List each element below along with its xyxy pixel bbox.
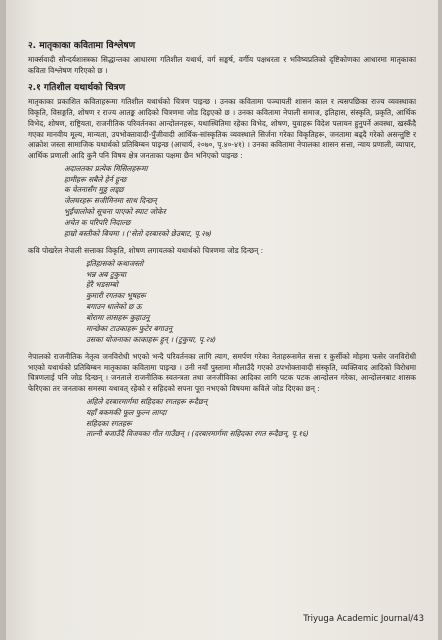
paragraph-1: मातृकाका प्रकाशित कविताहरूमा गतिशील यथार्थको चित्रण पाइन्छ । उनका कवितामा पञ्चायती शासन काल र त्यसपछिका राज्य व्यवस्थाका विकृति, विसङ्गति, शोषण र राज्य आतङ्क आदिको चित्रणमा जोड दिइएको छ । उनका कवितामा नेपाली समाज, इतिहास, संस्कृति, प्रकृति, आर्थिक विभेद, शोषण, राष्ट्रियता, राजनीतिक परिवर्तनका आन्दोलनहरू, यथास्थितिमा रहेका विभेद, शोषण, युवाहरू विदेश पलायन हुनुपर्ने अवस्था, खस्कँदै गएका मानवीय मूल्य, मान्यता, उपभोक्तावादी-पुँजीवादी आर्थिक-सांस्कृतिक व्यवस्थाले सिर्जना गरेका विकृतिहरू, जनतामा बढ्दै गरेको असन्तुष्टि र आक्रोश जस्ता सामाजिक यथार्थको प्रतिबिम्बन पाइन्छ (आचार्य, २०७०, पृ.४०-४१) । उनका कवितामा नेपालका शासन सत्ता, न्याय प्रणाली, व्यापार, आर्थिक प्रणाली आदि कुनै पनि विषय क्षेत्र जनताका पक्षमा छैन भनिएको पाइन्छ :	[28, 97, 416, 160]
verse-line: अचेत क परिपरि निदाल्छ	[64, 218, 131, 228]
verse-line: भुईंचालोको सूचना पाएको स्याट जोकेर	[64, 207, 166, 217]
subsection-heading: २.१ गतिशील यथार्थको चित्रण	[28, 83, 126, 94]
verse-line: अदालतका प्रत्येक मिसिलहरूमा	[64, 163, 148, 173]
verse-line: बोरामा लासहरू कुहाउनू	[86, 313, 150, 323]
verse-line: यहाँ बकमकी फूल फुल्न लाग्दा	[86, 407, 167, 417]
verse-line: ताल्नी बजाउँदै विजयका गीत गाउँछन् । (दरबारमार्गमा सहिदका रगत रूदैछन्, पृ.१६)	[86, 429, 309, 439]
verse-line: जेलघरहरू सजीमिनमा साथ दिन्छन्	[64, 196, 157, 206]
verse-block-2	[86, 259, 416, 346]
verse-line: क चेतनासँग मुठ्ठ लड्छ	[64, 185, 124, 195]
journal-page	[6, 0, 438, 640]
verse-block-1	[64, 164, 416, 240]
verse-line: कुमारी रगतका भूषहरू	[86, 291, 146, 301]
verse-line: सहिदका रगतहरू	[86, 418, 132, 428]
journal-footer: Triyuga Academic Journal/43	[303, 614, 424, 624]
verse-line: बगाउन धालेको छ ऊ	[86, 302, 142, 312]
paragraph-2: कवि पोखरेल नेपाली सत्ताका विकृति, शोषण लगायतको यथार्थको चित्रणमा जोड दिन्छन् :	[28, 245, 264, 255]
verse-line: इतिहासको कथाजस्तो	[86, 258, 144, 268]
page-body	[28, 40, 416, 440]
verse-line: उसका योजनाका काकाहरू हुन् । (टुकुचा, पृ.२४)	[86, 335, 217, 345]
verse-line: हेरै भडसम्बो	[86, 280, 118, 290]
verse-line: मान्छेका टाउकाहरू फुटेर बगाउनू	[86, 324, 173, 334]
verse-line: भन्न अब टुकुचा	[86, 269, 126, 279]
intro-paragraph: मार्क्सवादी सौन्दर्यशास्त्रका सिद्धान्तका आधारमा गतिशील यथार्थ, वर्ग सङ्घर्ष, वर्गीय पक्षधरता र भविष्यप्रतिको दृष्टिकोणका आधारमा मातृकाका कविता विश्लेषण गरिएको छ ।	[28, 55, 416, 75]
verse-block-3	[86, 397, 416, 441]
section-heading: २. मातृकाका कवितामा विश्लेषण	[28, 41, 136, 51]
verse-line: अहिले दरबारमार्गमा सहिदका रगतहरू रूदैछन्	[86, 396, 208, 406]
verse-line: हाम्रो बस्तीको बिचमा । ('सेतो दरबारको छेउबाट, पृ.२७)	[64, 229, 212, 239]
paragraph-3: नेपालको राजनीतिक नेतृत्व जनविरोधी भएको भन्दै परिवर्तनका लागि त्याग, समर्पण गरेका नेताहरूसमेत सत्ता र कुर्सीको मोहमा फसेर जनविरोधी भएको यथार्थको प्रतिबिम्बन मातृकाका कवितामा पाइन्छ । उनी नयाँ पुस्तामा मौलाउँदै गएको उपभोक्तावादी संस्कृति, व्यक्तिवाद आदिको विरोधमा चित्रणलाई पनि जोड दिन्छन् । जनताले राजनीतिक स्वतन्त्रता तथा जनजीविका आदिका लागि पटक पटक आन्दोलन गरेका, आन्दोलनबाट शासक फेरिएका तर जनताका समस्या यथावत् रहेको र सहिदको सपना पूरा नभएको विषयमा कविले जोड दिएका छन् :	[28, 351, 416, 394]
verse-line: हामीहरू सबैले हेर्न हुन्छ	[64, 174, 127, 184]
